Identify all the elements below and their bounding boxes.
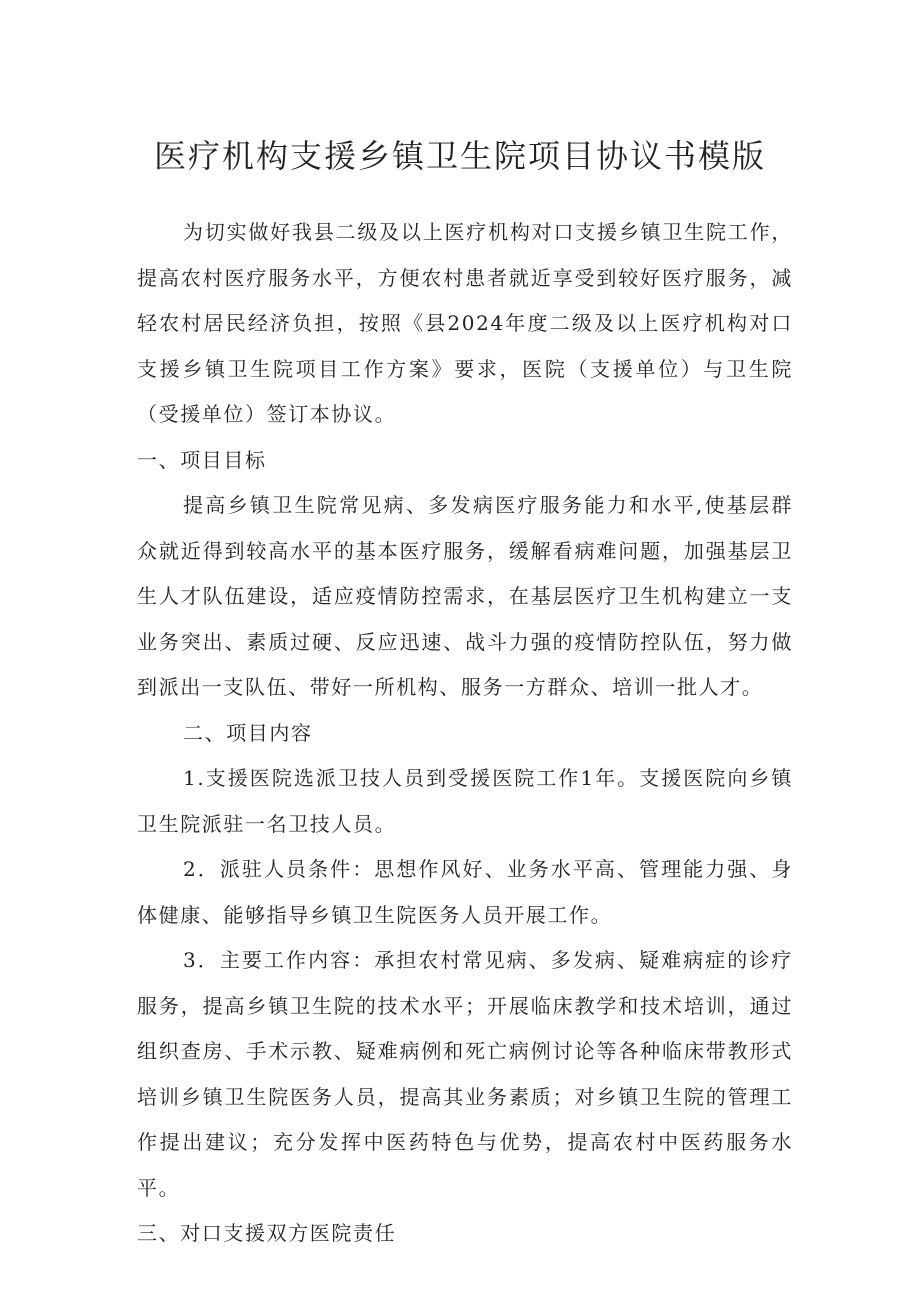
section-heading-responsibilities: 三、对口支援双方医院责任 [137,1221,397,1245]
content-item-3: 3．主要工作内容：承担农村常见病、多发病、疑难病症的诊疗服务，提高乡镇卫生院的技术水平；开展临床教学和技术培训，通过组织查房、手术示教、疑难病例和死亡病例讨论等各种临床带教形式培训乡镇卫生院医务人员，提高其业务素质；对乡镇卫生院的管理工作提出建议；充分发挥中医药特色与优势，提高农村中医药服务水平。 [137,948,793,1200]
section-heading-content: 二、项目内容 [183,720,313,745]
goals-paragraph: 提高乡镇卫生院常见病、多发病医疗服务能力和水平,使基层群众就近得到较高水平的基本医疗服务，缓解看病难问题，加强基层卫生人才队伍建设，适应疫情防控需求，在基层医疗卫生机构建立一支业务突出、素质过硬、反应迅速、战斗力强的疫情防控队伍，努力做到派出一支队伍、带好一所机构、服务一方群众、培训一批人才。 [137,493,793,699]
content-item-1: 1.支援医院选派卫技人员到受援医院工作1年。支援医院向乡镇卫生院派驻一名卫技人员。 [137,766,793,836]
document-body [137,210,793,1257]
section-heading-goals: 一、项目目标 [137,447,267,472]
document-title: 医疗机构支援乡镇卫生院项目协议书模版 [153,137,766,175]
intro-paragraph: 为切实做好我县二级及以上医疗机构对口支援乡镇卫生院工作，提高农村医疗服务水平，方便农村患者就近享受到较好医疗服务，减轻农村居民经济负担，按照《县2024年度二级及以上医疗机构对口支援乡镇卫生院项目工作方案》要求，医院（支援单位）与卫生院（受援单位）签订本协议。 [137,220,793,426]
content-item-2: 2．派驻人员条件：思想作风好、业务水平高、管理能力强、身体健康、能够指导乡镇卫生院医务人员开展工作。 [137,857,793,927]
